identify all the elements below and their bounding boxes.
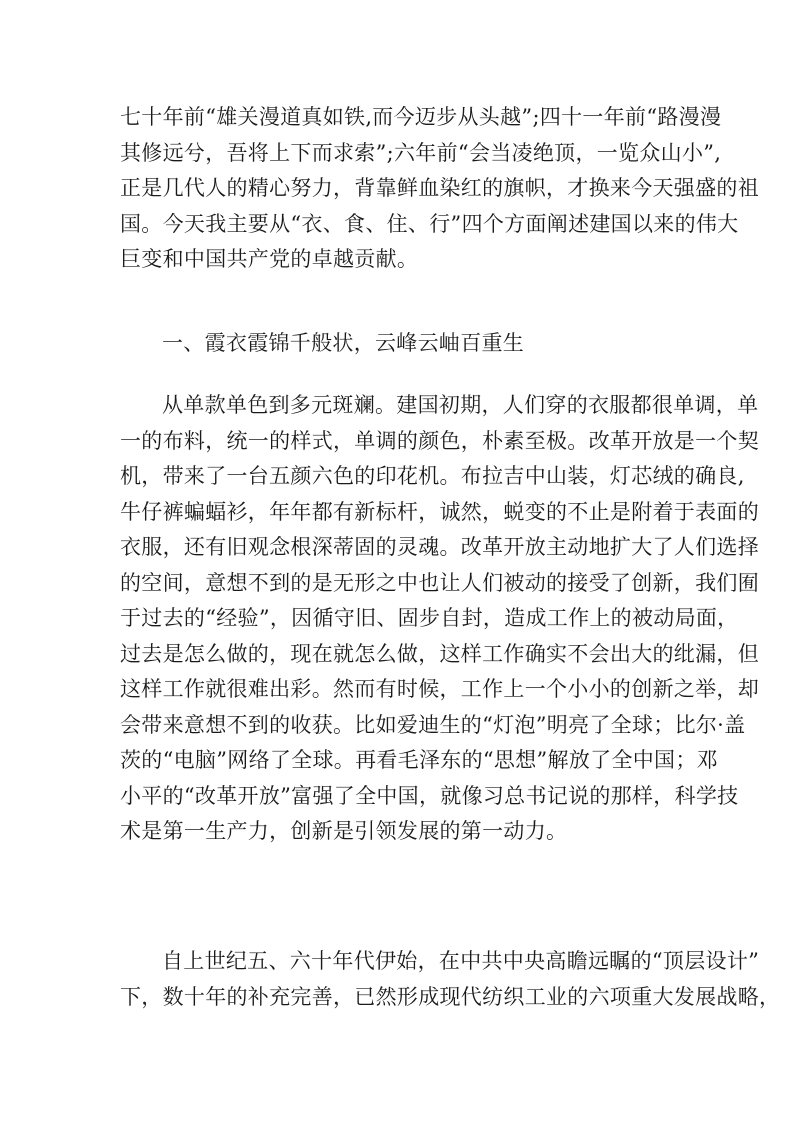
paragraph-line: 下，数十年的补充完善，已然形成现代纺织工业的六项重大发展战略， <box>120 984 781 1009</box>
paragraph-line: 这样工作就很难出彩。然而有时候，工作上一个小小的创新之举，却 <box>120 677 759 701</box>
paragraph-line: 牛仔裤蝙蝠衫，年年都有新标杆，诚然，蜕变的不止是附着于表面的 <box>120 499 759 524</box>
section-heading <box>120 326 680 362</box>
body-paragraph <box>120 388 759 850</box>
paragraph-line: 机，带来了一台五颜六色的印花机。布拉吉中山装，灯芯绒的确良, <box>120 464 745 488</box>
paragraph-line: 国。今天我主要从“衣、食、住、行”四个方面阐述建国以来的伟大 <box>120 211 739 236</box>
paragraph-line: 一的布料，统一的样式，单调的颜色，朴素至极。改革开放是一个契 <box>120 428 759 453</box>
paragraph-line: 的空间，意想不到的是无形之中也让人们被动的接受了创新，我们囿 <box>120 570 759 595</box>
paragraph-line: 巨变和中国共产党的卓越贡献。 <box>120 247 419 271</box>
paragraph-line: 茨的“电脑”网络了全球。再看毛泽东的“思想”解放了全中国；邓 <box>120 748 718 772</box>
paragraph-line: 术是第一生产力，创新是引领发展的第一动力。 <box>120 819 568 843</box>
paragraph-line: 衣服，还有旧观念根深蒂固的灵魂。改革开放主动地扩大了人们选择 <box>120 535 759 559</box>
intro-paragraph <box>120 100 759 278</box>
paragraph-line: 正是几代人的精心努力，背靠鲜血染红的旗帜，才换来今天强盛的祖 <box>120 176 759 200</box>
paragraph-line: 其修远兮，吾将上下而求索”;六年前“会当凌绝顶，一览众山小”, <box>120 140 722 165</box>
body-paragraph <box>120 944 781 1015</box>
paragraph-line: 小平的“改革开放”富强了全中国，就像习总书记说的那样，科学技 <box>120 783 739 808</box>
paragraph-line: 于过去的“经验”，因循守旧、固步自封，造成工作上的被动局面， <box>120 606 739 630</box>
paragraph-line: 七十年前“雄关漫道真如铁,而今迈步从头越”;四十一年前“路漫漫 <box>120 105 722 129</box>
paragraph-line: 自上世纪五、六十年代伊始，在中共中央高瞻远瞩的“顶层设计” <box>162 949 760 973</box>
paragraph-line: 从单款单色到多元斑斓。建国初期，人们穿的衣服都很单调，单 <box>162 393 759 417</box>
paragraph-line: 会带来意想不到的收获。比如爱迪生的“灯泡”明亮了全球；比尔·盖 <box>120 712 746 737</box>
heading-text: 一、霞衣霞锦千般状，云峰云岫百重生 <box>162 331 525 355</box>
paragraph-line: 过去是怎么做的，现在就怎么做，这样工作确实不会出大的纰漏，但 <box>120 641 759 666</box>
